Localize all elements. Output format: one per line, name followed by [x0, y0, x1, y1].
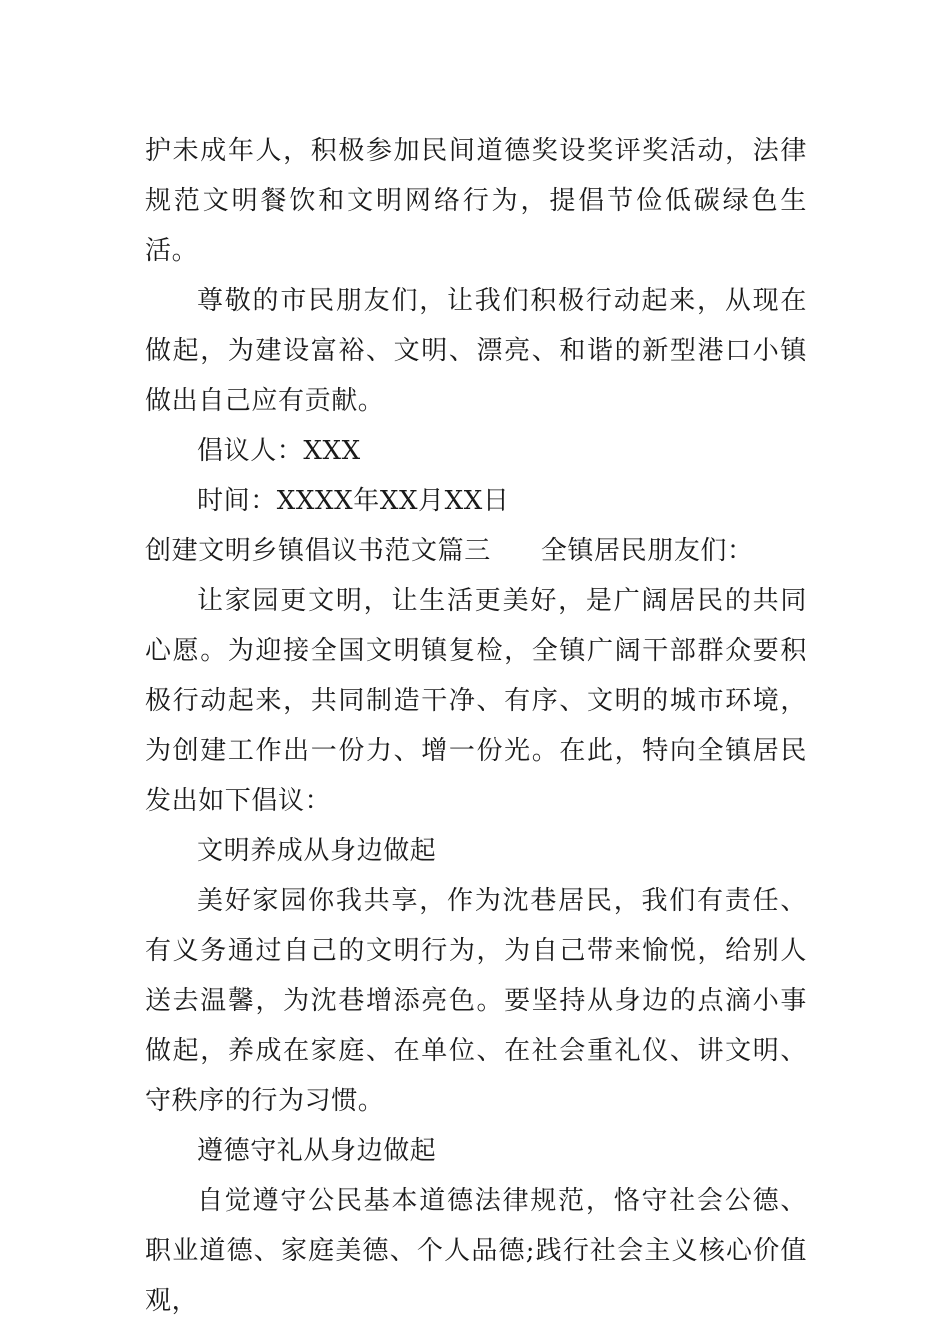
paragraph-appeal: 尊敬的市民朋友们，让我们积极行动起来，从现在做起，为建设富裕、文明、漂亮、和谐的新型港口小镇做出自己应有贡献。 — [145, 286, 807, 416]
section-heading-line — [145, 526, 807, 576]
initiator-line: 倡议人：XXX — [197, 436, 361, 466]
document-page — [145, 126, 807, 1326]
subheading-civility: 文明养成从身边做起 — [197, 836, 437, 866]
subheading-morality: 遵德守礼从身边做起 — [197, 1136, 437, 1166]
paragraph-intro: 让家园更文明，让生活更美好，是广阔居民的共同心愿。为迎接全国文明镇复检，全镇广阔干部群众要积极行动起来，共同制造干净、有序、文明的城市环境，为创建工作出一份力、增一份光。在此，特向全镇居民发出如下倡议： — [145, 586, 807, 816]
salutation: 全镇居民朋友们： — [540, 536, 754, 566]
date-line: 时间：XXXX年XX月XX日 — [197, 486, 510, 516]
paragraph-civility: 美好家园你我共享，作为沈巷居民，我们有责任、有义务通过自己的文明行为，为自己带来愉悦，给别人送去温馨，为沈巷增添亮色。要坚持从身边的点滴小事做起，养成在家庭、在单位、在社会重礼仪、讲文明、守秩序的行为习惯。 — [145, 886, 807, 1116]
section-title: 创建文明乡镇倡议书范文篇三 — [145, 536, 491, 566]
paragraph-continuation: 护未成年人，积极参加民间道德奖设奖评奖活动，法律规范文明餐饮和文明网络行为，提倡节俭低碳绿色生活。 — [145, 136, 807, 266]
paragraph-morality: 自觉遵守公民基本道德法律规范，恪守社会公德、职业道德、家庭美德、个人品德;践行社会主义核心价值观， — [145, 1186, 807, 1316]
